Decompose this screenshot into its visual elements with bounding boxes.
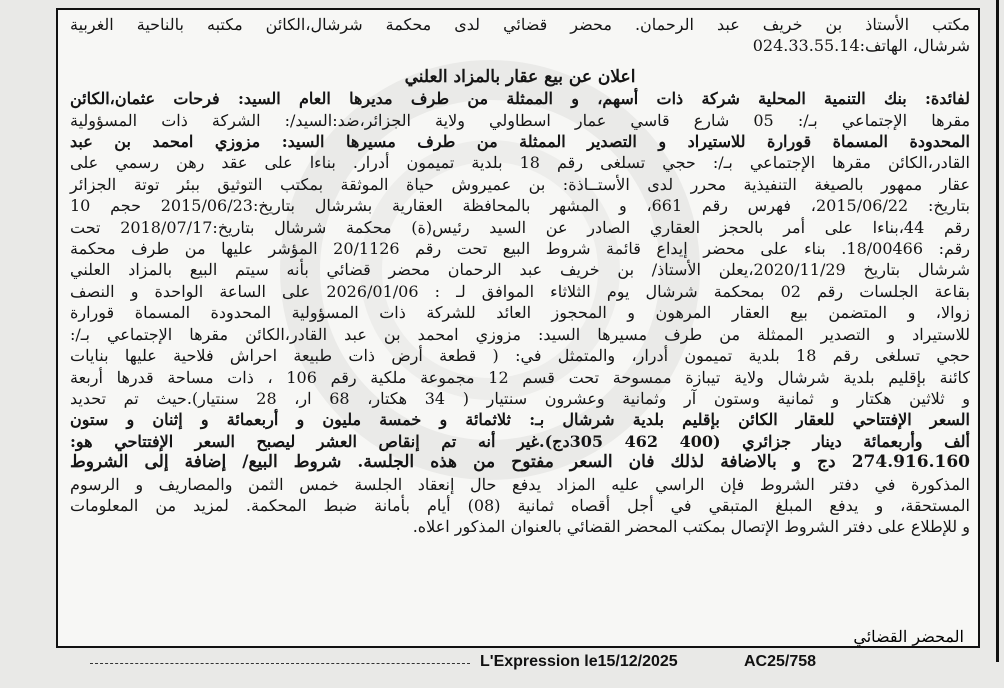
body-line: المحدودة المسماة قورارة للاستيراد و التصدير الممثلة من طرف مسيرها السيد: مزوزي امحمد بن عبد (70, 132, 971, 152)
notice-title: اعلان عن بيع عقار بالمزاد العلني (404, 66, 636, 87)
header-line-2: شرشال، الهاتف:024.33.55.14 (752, 36, 970, 56)
body-line: السعر الإفتتاحي للعقار الكائن بإقليم بلدية شرشال بـ: ثلاثمائة و خمسة مليون و أربعمائة و إثنان و ستون (70, 410, 971, 430)
body-line: المذكورة في دفتر الشروط فإن الراسي عليه المزاد يدفع حال إنعقاد الجلسة خمس الثمن والمصاريف و الرسوم (70, 474, 970, 494)
body-line: للاستيراد و التصدير الممثلة من طرف مسيرها السيد: مزوزي امحمد بن عبد القادر،الكائن مقرها الإجتماعي بـ/: (70, 324, 970, 344)
notice-text (70, 14, 970, 538)
signature-block (853, 626, 964, 647)
body-line: حجي تسلغى رقم 18 بلدية تميمون أدرار، والمتمثل في: ( قطعة أرض ذات طبيعة احراش فلاحية عليها بنايات (70, 346, 970, 366)
body-line: زوالا، و المتضمن بيع العقار المرهون و المحجوز العائد للشركة ذات المسؤولية المحدودة المسماة قورارة (70, 303, 970, 323)
body-line: رقم: 18/00466. بناء على محضر إيداع قائمة شروط البيع تحت رقم 20/1126 المؤشر عليها من طرف محكمة (70, 239, 970, 259)
body-line: القادر،الكائن مقرها الإجتماعي بـ/: حجي تسلغى رقم 18 بلدية تميمون أدرار. بناءا على عقد رهن رسمي على (70, 153, 970, 173)
body-line: و للإطلاع على دفتر الشروط الإتصال بمكتب المحضر القضائي بالعنوان المذكور اعلاه. (412, 517, 970, 537)
header-line-1: مكتب الأستاذ بن خريف عبد الرحمان. محضر قضائي لدى محكمة شرشال،الكائن مكتبه بالناحية الغربية (70, 15, 970, 34)
body-line: بقاعة الجلسات رقم 02 بمحكمة شرشال يوم الثلاثاء الموافق لـ : 2026/01/06 على الساعة الواحدة و النصف (70, 281, 971, 301)
footer-reference: AC25/758 (744, 653, 817, 670)
body-line: المستحقة، و يدفع المبلغ المتبقي في أجل أقصاه ثمانية (08) أيام بأمانة ضبط المحكمة. لمزيد من المعلومات (70, 495, 970, 515)
footer (0, 649, 1004, 679)
body-line: عقار ممهور بالصيغة التنفيذية محرر لدى الأستــاذة: بن عميروش حياة الموثقة بمكتب التوثيق ببئر توتة الجزائر (70, 174, 970, 194)
body-line: مقرها الإجتماعي بـ/: 05 شارع قاسي عمار اسطاولي ولاية الجزائر،ضد:السيد/: الشركة ذات المسؤولية (70, 110, 971, 130)
body-line: و ثلاثين هكتار و ثمانية وستون آر وثمانية وعشرون سنتيار ( 34 هكتار، 68 ار، 28 سنتيار).حيث تم تحديد (70, 388, 971, 408)
body-line: رقم 44،بناءا على أمر بالحجز العقاري الصادر عن السيد رئيس(ة) محكمة شرشال بتاريخ:2018/07/17 تحت (70, 217, 971, 237)
body-line: لفائدة: بنك التنمية المحلية شركة ذات أسهم، و الممثلة من طرف مديرها العام السيد: فرحات عثمان،الكائن (70, 89, 971, 109)
signature-title: المحضر القضائي (853, 627, 964, 646)
body-line: بتاريخ: 2015/06/22، فهرس رقم 661، و المشهر بالمحافظة العقارية بشرشال بتاريخ:2015/06/23 حجم 10 (70, 196, 971, 216)
body-line: شرشال بتاريخ 2020/11/29،يعلن الأستاذ/ بن خريف عبد الرحمان محضر قضائي بأنه سيتم البيع بالمزاد العلني (70, 260, 970, 280)
body-line: كائنة بإقليم بلدية شرشال ولاية تيبازة ممسوحة تحت قسم 12 مجموعة ملكية رقم 106 ، ذات مساحة قدرها أربعة (70, 367, 971, 387)
footer-publication: L'Expression le15/12/2025 (480, 653, 678, 670)
footer-rule (90, 663, 470, 664)
body-line: ألف وأربعمائة دينار جزائري (400 462 305دج).غير أنه تم إنقاص العشر ليصبح السعر الإفتتاحي هو: (70, 431, 970, 451)
body-line: 274.916.160 دج و بالاضافة لذلك فان السعر مفتوح من هذه الجلسة. شروط البيع/ إضافة إلى الشروط (70, 452, 970, 473)
page-edge-rule (996, 0, 999, 662)
